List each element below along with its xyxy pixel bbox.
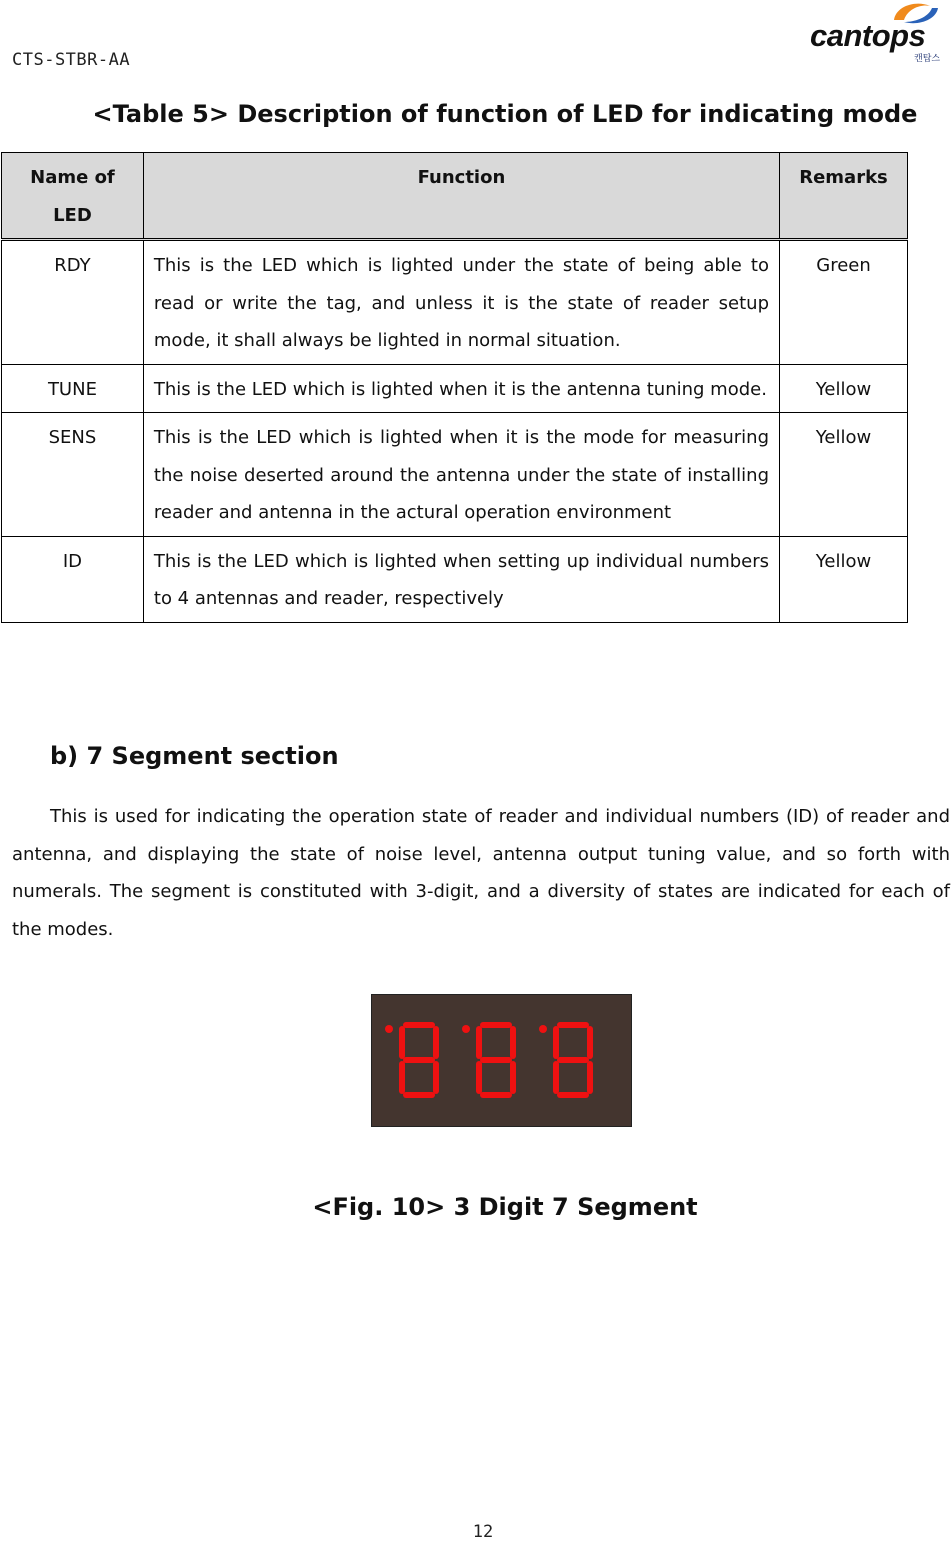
table-row [2, 536, 908, 622]
table-caption: <Table 5> Description of function of LED for indicating mode [92, 100, 918, 128]
led-remarks: Green [780, 240, 908, 365]
segment-dot-3 [539, 1025, 547, 1033]
led-function: This is the LED which is lighted under the state of being able to read or write the tag, and unless it is the state of reader setup mode, it shall always be lighted in normal situation. [143, 240, 779, 365]
led-name: SENS [2, 413, 144, 537]
document-code: CTS-STBR-AA [12, 50, 131, 70]
segment-dot-1 [385, 1025, 393, 1033]
section-title: b) 7 Segment section [50, 742, 339, 770]
segment-dot-2 [462, 1025, 470, 1033]
logo-subtext: 캔탑스 [914, 54, 941, 64]
company-logo [808, 0, 948, 64]
led-function: This is the LED which is lighted when setting up individual numbers to 4 antennas and reader, respectively [143, 536, 779, 622]
logo-wordmark: cantops [810, 18, 926, 53]
header-function: Function [143, 153, 779, 240]
figure-caption: <Fig. 10> 3 Digit 7 Segment [312, 1193, 698, 1221]
seven-segment-figure [372, 995, 631, 1126]
led-remarks: Yellow [780, 413, 908, 537]
led-name: TUNE [2, 364, 144, 413]
table-header-row [2, 153, 908, 240]
led-remarks: Yellow [780, 536, 908, 622]
led-name: ID [2, 536, 144, 622]
table-row [2, 240, 908, 365]
led-function: This is the LED which is lighted when it is the mode for measuring the noise deserted around the antenna under the state of installing reader and antenna in the actural operation environment [143, 413, 779, 537]
table-row [2, 413, 908, 537]
header-remarks: Remarks [780, 153, 908, 240]
led-name: RDY [2, 240, 144, 365]
led-function: This is the LED which is lighted when it is the antenna tuning mode. [143, 364, 779, 413]
section-body: This is used for indicating the operation state of reader and individual numbers (ID) of reader and antenna, and displaying the state of noise level, antenna output tuning value, and so forth with numerals. The segment is constituted with 3-digit, and a diversity of states are indicated for each of the modes. [12, 806, 950, 940]
header-name-of-led: Name of LED [2, 153, 144, 240]
led-remarks: Yellow [780, 364, 908, 413]
table-row [2, 364, 908, 413]
seven-segment-display [371, 994, 632, 1127]
led-function-table [1, 152, 908, 623]
page-number: 12 [472, 1522, 494, 1542]
